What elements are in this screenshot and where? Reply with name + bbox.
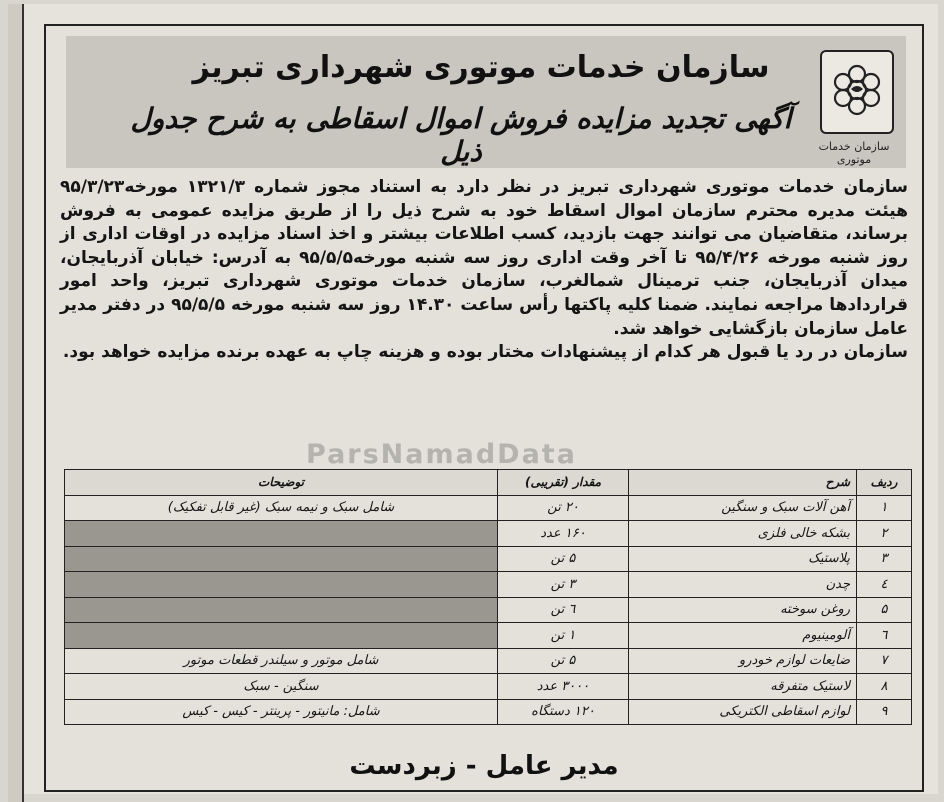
newspaper-clipping bbox=[8, 4, 938, 794]
row-description: لاستیک متفرقه bbox=[629, 674, 857, 700]
table-row bbox=[65, 546, 912, 572]
notice-paragraph-2: سازمان در رد یا قبول هر کدام از پیشنهادات مختار بوده و هزینه چاپ به عهده برنده مزایده خواهد بود. bbox=[62, 342, 908, 363]
row-notes: شامل سبک و نیمه سبک (غیر قابل تفکیک) bbox=[65, 495, 498, 521]
flower-logo-icon bbox=[831, 62, 883, 122]
table-row bbox=[65, 572, 912, 598]
row-description: بشکه خالی فلزی bbox=[629, 521, 857, 547]
row-number: ۳ bbox=[857, 546, 912, 572]
notice-body bbox=[60, 176, 908, 365]
watermark: ParsNamadData bbox=[306, 439, 577, 470]
row-quantity: ۵ تن bbox=[498, 546, 629, 572]
header-row-number: ردیف bbox=[857, 470, 912, 496]
row-notes bbox=[65, 572, 498, 598]
row-number: ٦ bbox=[857, 623, 912, 649]
header-notes: توضیحات bbox=[65, 470, 498, 496]
row-description: آهن آلات سبک و سنگین bbox=[629, 495, 857, 521]
table-row bbox=[65, 648, 912, 674]
row-notes bbox=[65, 546, 498, 572]
row-quantity: ۱ تن bbox=[498, 623, 629, 649]
logo-caption: سازمان خدمات موتوری bbox=[818, 140, 890, 166]
row-description: آلومینیوم bbox=[629, 623, 857, 649]
table-row bbox=[65, 495, 912, 521]
row-number: ۱ bbox=[857, 495, 912, 521]
row-description: لوازم اسقاطی الکتریکی bbox=[629, 699, 857, 725]
notice-paragraph-1: سازمان خدمات موتوری شهرداری تبریز در نظر دارد به استناد مجوز شماره ۱۳۲۱/۳ مورخه۹۵/۳/۲۳ هیئت مدیره محترم سازمان اموال اسقاط خود به شرح ذیل را از طریق مزایده عمومی به فروش برساند، متقاضیان می توانند جهت بازدید، کسب اطلاعات بیشتر و اخذ اسناد مزایده در اوقات اداری از روز شنبه مورخه ۹۵/۴/۲۶ تا آخر وقت اداری روز سه شنبه مورخه۹۵/۵/۵ به آدرس: خیابان آذربایجان، میدان آذربایجان، جنب ترمینال شمالغرب، سازمان خدمات موتوری شهرداری تبریز، واحد امور قراردادها مراجعه نمایند. ضمنا کلیه پاکتها رأس ساعت ۱۴.۳۰ روز سه شنبه مورخه ۹۵/۵/۵ در دفتر مدیر عامل سازمان بازگشایی خواهد شد. bbox=[60, 177, 908, 339]
header-quantity: مقدار (تقریبی) bbox=[498, 470, 629, 496]
row-number: ۵ bbox=[857, 597, 912, 623]
row-description: ضایعات لوازم خودرو bbox=[629, 648, 857, 674]
header-description: شرح bbox=[629, 470, 857, 496]
row-number: ۷ bbox=[857, 648, 912, 674]
row-quantity: ۵ تن bbox=[498, 648, 629, 674]
row-notes: شامل: مانیتور - پرینتر - کیس - کیس bbox=[65, 699, 498, 725]
page-left-edge bbox=[8, 4, 24, 802]
row-quantity: ۱۶۰ عدد bbox=[498, 521, 629, 547]
row-number: ۸ bbox=[857, 674, 912, 700]
row-description: روغن سوخته bbox=[629, 597, 857, 623]
notice-frame bbox=[44, 24, 924, 792]
row-number: ۲ bbox=[857, 521, 912, 547]
row-description: چدن bbox=[629, 572, 857, 598]
header-band bbox=[66, 36, 906, 168]
row-number: ۹ bbox=[857, 699, 912, 725]
row-notes bbox=[65, 521, 498, 547]
table-header-row bbox=[65, 470, 912, 496]
row-notes bbox=[65, 623, 498, 649]
row-quantity: ۳۰۰۰ عدد bbox=[498, 674, 629, 700]
table-row bbox=[65, 623, 912, 649]
row-notes: شامل موتور و سیلندر قطعات موتور bbox=[65, 648, 498, 674]
row-notes bbox=[65, 597, 498, 623]
row-notes: سنگین - سبک bbox=[65, 674, 498, 700]
table-row bbox=[65, 674, 912, 700]
page-title: سازمان خدمات موتوری شهرداری تبریز bbox=[192, 50, 770, 85]
row-quantity: ۱۲۰ دستگاه bbox=[498, 699, 629, 725]
row-number: ٤ bbox=[857, 572, 912, 598]
items-table bbox=[64, 469, 912, 725]
page-subtitle: آگهی تجدید مزایده فروش اموال اسقاطی به شرح جدول ذیل bbox=[130, 102, 792, 168]
table-row bbox=[65, 521, 912, 547]
row-quantity: ۳ تن bbox=[498, 572, 629, 598]
row-description: پلاستیک bbox=[629, 546, 857, 572]
table-row bbox=[65, 699, 912, 725]
row-quantity: ٦ تن bbox=[498, 597, 629, 623]
municipality-logo-icon bbox=[820, 50, 894, 134]
row-quantity: ۲۰ تن bbox=[498, 495, 629, 521]
table-row bbox=[65, 597, 912, 623]
signature: مدیر عامل - زبردست bbox=[349, 751, 619, 781]
